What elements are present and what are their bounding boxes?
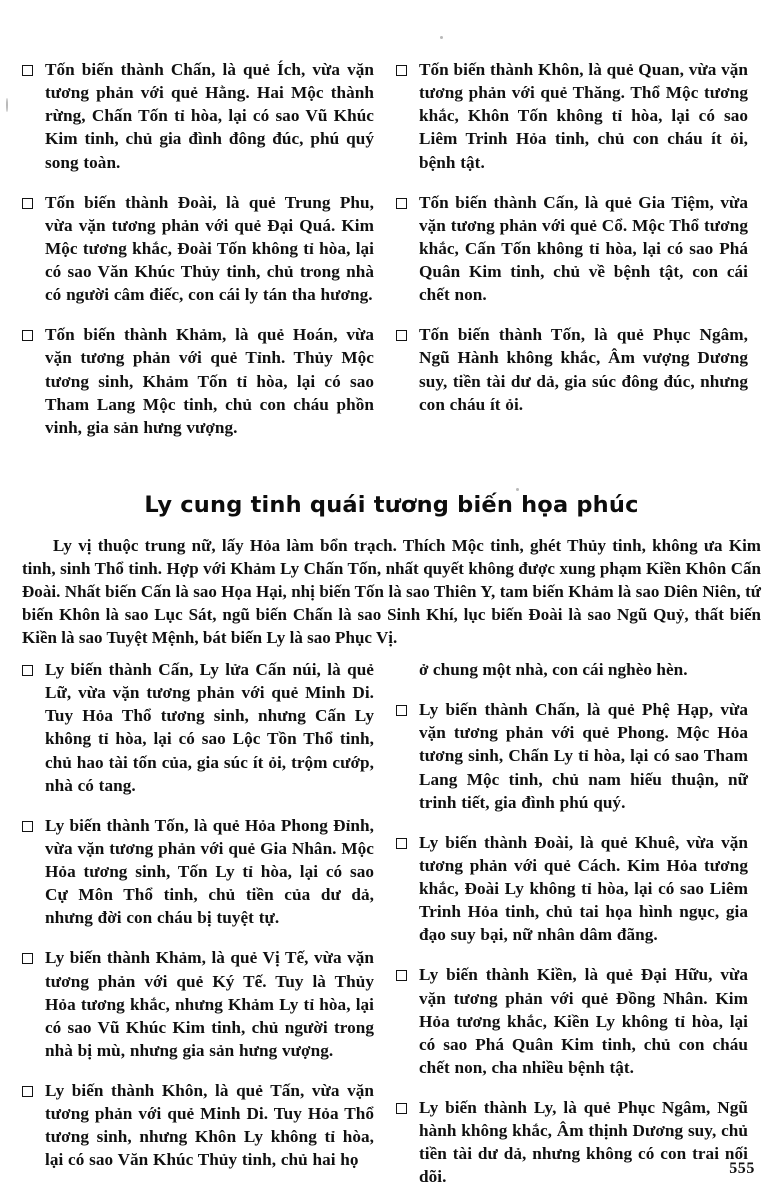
page-number: 555 (729, 1160, 755, 1177)
continuation-text: ở chung một nhà, con cái nghèo hèn. (419, 660, 688, 679)
list-item (396, 191, 748, 307)
square-bullet-icon (22, 953, 33, 964)
list-item (396, 323, 748, 416)
square-bullet-icon (22, 821, 33, 832)
list-item (22, 814, 374, 930)
list-item-text: Ly biến thành Kiền, là quẻ Đại Hữu, vừa vặn tương phản với quẻ Đồng Nhân. Kim Hỏa tương khắc, Kiền Ly không tỉ hòa, lại có sao Phá Quân Kim tinh, chủ con cháu chết non, cha nhiều bệnh tật. (419, 965, 748, 1077)
list-item-text: Ly biến thành Đoài, là quẻ Khuê, vừa vặn tương phản với quẻ Cách. Kim Hỏa tương khắc, Đoài Ly không tỉ hòa, lại có sao Liêm Trinh Hỏa tinh, chủ tai họa hình ngục, gia đạo suy bại, nữ nhân dâm đãng. (419, 832, 748, 945)
list-item-text: Tốn biến thành Tốn, là quẻ Phục Ngâm, Ngũ Hành không khắc, Âm vượng Dương suy, tiền tài dư dả, gia súc đông đúc, nhưng con cháu ít ỏi. (419, 325, 748, 414)
scan-speck (440, 36, 443, 39)
bottom-right-column (396, 658, 748, 1200)
square-bullet-icon (396, 65, 407, 76)
list-item-text: Tốn biến thành Đoài, là quẻ Trung Phu, vừa vặn tương phản với quẻ Đại Quá. Kim Mộc tương khắc, Đoài Tốn không tỉ hòa, lại có sao Văn Khúc Thủy tinh, chủ trong nhà có người câm điếc, con cái ly tán tha hương. (45, 192, 374, 305)
list-item (22, 58, 374, 174)
bottom-section (0, 658, 783, 1200)
list-item-text: Tốn biến thành Khôn, là quẻ Quan, vừa vặn tương phản với quẻ Thăng. Thổ Mộc tương khắc, Khôn Tốn không tỉ hòa, lại có sao Liêm Trinh Hỏa tinh, chủ con cháu ít ỏi, bệnh tật. (419, 60, 748, 172)
list-item-text: Ly biến thành Ly, là quẻ Phục Ngâm, Ngũ hành không khắc, Âm thịnh Dương suy, chủ tiền tài dư dả, nhưng không có con trai nối dõi. (419, 1098, 748, 1187)
list-item-text: Ly biến thành Chấn, là quẻ Phệ Hạp, vừa vặn tương phản với quẻ Phong. Mộc Hỏa tương sinh, Chấn Ly tỉ hòa, lại có sao Tham Lang Mộc tinh, chủ nam hiếu thuận, nữ trinh tiết, gia đình phú quý. (419, 700, 748, 812)
top-right-column (396, 58, 748, 456)
list-item (396, 831, 748, 947)
list-item (396, 58, 748, 174)
square-bullet-icon (396, 970, 407, 981)
list-item-text: Ly biến thành Khôn, là quẻ Tấn, vừa vặn tương phản với quẻ Minh Di. Tuy Hỏa Thổ tương sinh, nhưng Khôn Ly không tỉ hòa, lại có sao Văn Khúc Thủy tinh, chủ hai họ (45, 1081, 374, 1170)
list-item (22, 658, 374, 797)
square-bullet-icon (22, 665, 33, 676)
list-item-text: Tốn biến thành Cấn, là quẻ Gia Tiệm, vừa vặn tương phản với quẻ Cổ. Mộc Thổ tương khắc, Cấn Tốn không tỉ hòa, lại có sao Phá Quân Kim tinh, chủ về bệnh tật, con cái chết non. (419, 192, 748, 305)
square-bullet-icon (396, 1103, 407, 1114)
list-item-text: Ly biến thành Cấn, Ly lửa Cấn núi, là quẻ Lữ, vừa vặn tương phản với quẻ Minh Di. Tuy Hỏa Thổ tương sinh, nhưng Cấn Ly không tỉ hòa, lại có sao Lộc Tồn Thổ tinh, chủ hao tài tốn của, gia súc ít ỏi, trộm cướp, nhà có tang. (45, 660, 374, 795)
list-item-text: Ly biến thành Tốn, là quẻ Hỏa Phong Đỉnh, vừa vặn tương phản với quẻ Gia Nhân. Mộc Hỏa tương sinh, Tốn Ly tỉ hòa, lại có sao Cự Môn Thổ tinh, chủ tiền của dư dả, nhưng đời con cháu bị tuyệt tự. (45, 815, 374, 928)
scan-speck (516, 488, 519, 491)
square-bullet-icon (22, 330, 33, 341)
bottom-left-column (22, 658, 374, 1200)
list-item-text: Tốn biến thành Chấn, là quẻ Ích, vừa vặn tương phản với quẻ Hằng. Hai Mộc thành rừng, Chấn Tốn tỉ hòa, lại có sao Vũ Khúc Kim tinh, chủ gia đình đông đúc, phú quý song toàn. (45, 60, 374, 172)
list-item (22, 191, 374, 307)
list-item (22, 946, 374, 1062)
square-bullet-icon (22, 1086, 33, 1097)
list-item (22, 1079, 374, 1172)
list-item (22, 323, 374, 439)
section-heading: Ly cung tinh quái tương biến họa phúc (144, 492, 639, 518)
square-bullet-icon (396, 330, 407, 341)
top-left-column (22, 58, 374, 456)
square-bullet-icon (22, 198, 33, 209)
list-item-text: Ly biến thành Khảm, là quẻ Vị Tế, vừa vặn tương phản với quẻ Ký Tế. Tuy là Thủy Hỏa tương khắc, nhưng Khảm Ly tỉ hòa, lại có sao Vũ Khúc Kim tinh, chủ người trong nhà bị mù, nhưng gia sản hưng vượng. (45, 948, 374, 1060)
list-item (396, 1096, 748, 1189)
top-section (0, 58, 783, 456)
square-bullet-icon (22, 65, 33, 76)
list-item (396, 698, 748, 814)
intro-paragraph: Ly vị thuộc trung nữ, lấy Hỏa làm bổn trạch. Thích Mộc tinh, ghét Thủy tinh, không ưa Kim tinh, sinh Thổ tinh. Hợp với Khảm Ly Chấn Tốn, nhất quyết không được xung phạm Kiền Khôn Cấn Đoài. Nhất biến Cấn là sao Họa Hại, nhị biến Tốn là sao Thiên Y, tam biến Khảm là sao Diên Niên, tứ biến Khôn là sao Lục Sát, ngũ biến Chấn là sao Sinh Khí, lục biến Đoài là sao Ngũ Quỷ, thất biến Kiền là sao Tuyệt Mệnh, bát biến Ly là sao Phục Vị. (22, 536, 761, 648)
list-item (396, 963, 748, 1079)
square-bullet-icon (396, 838, 407, 849)
list-item-text: Tốn biến thành Khảm, là quẻ Hoán, vừa vặn tương phản với quẻ Tỉnh. Thủy Mộc tương sinh, Khảm Tốn tỉ hòa, lại có sao Tham Lang Mộc tinh, chủ con cháu phồn vinh, gia sản hưng vượng. (45, 325, 374, 437)
square-bullet-icon (396, 705, 407, 716)
square-bullet-icon (396, 198, 407, 209)
